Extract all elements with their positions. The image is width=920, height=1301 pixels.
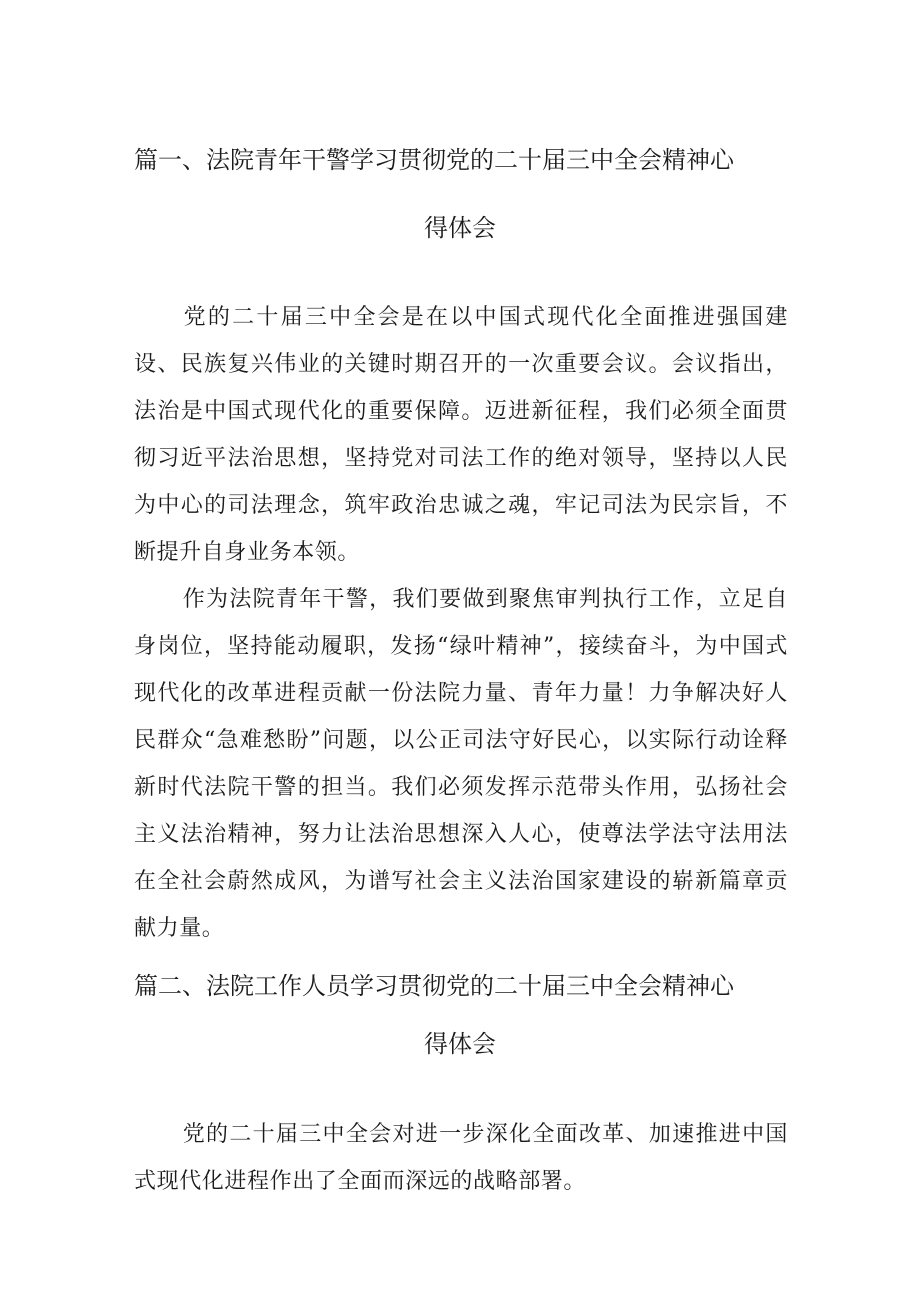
paragraph-text: 作为法院青年干警，我们要做到聚焦审判执行工作，立足自身岗位，坚持能动履职，发扬“绿叶精神”，接续奋斗，为中国式现代化的改革进程贡献一份法院力量、青年力量！力争解决好人民群众“急难愁盼”问题，以公正司法守好民心，以实际行动诠释新时代法院干警的担当。我们必须发挥示范带头作用，弘扬社会主义法治精神，努力让法治思想深入人心，使尊法学法守法用法在全社会蔚然成风，为谱写社会主义法治国家建设的崭新篇章贡献力量。 [134, 587, 788, 941]
section1-paragraph-1 [134, 294, 788, 576]
paragraph-text: 党的二十届三中全会是在以中国式现代化全面推进强国建设、民族复兴伟业的关键时期召开的一次重要会议。会议指出，法治是中国式现代化的重要保障。迈进新征程，我们必须全面贯彻习近平法治思想，坚持党对司法工作的绝对领导，坚持以人民为中心的司法理念，筑牢政治忠诚之魂，牢记司法为民宗旨，不断提升自身业务本领。 [134, 305, 788, 565]
paragraph-text: 党的二十届三中全会对进一步深化全面改革、加速推进中国式现代化进程作出了全面而深远的战略部署。 [134, 1122, 788, 1194]
section2-title-line1: 篇二、法院工作人员学习贯彻党的二十届三中全会精神心 [134, 972, 734, 1000]
section1-title-line1: 篇一、法院青年干警学习贯彻党的二十届三中全会精神心 [134, 146, 734, 174]
section2-title-line2: 得体会 [424, 1030, 496, 1058]
section1-paragraph-2 [134, 576, 788, 952]
section1-title-line2: 得体会 [424, 214, 496, 242]
section2-paragraph-1 [134, 1111, 788, 1205]
